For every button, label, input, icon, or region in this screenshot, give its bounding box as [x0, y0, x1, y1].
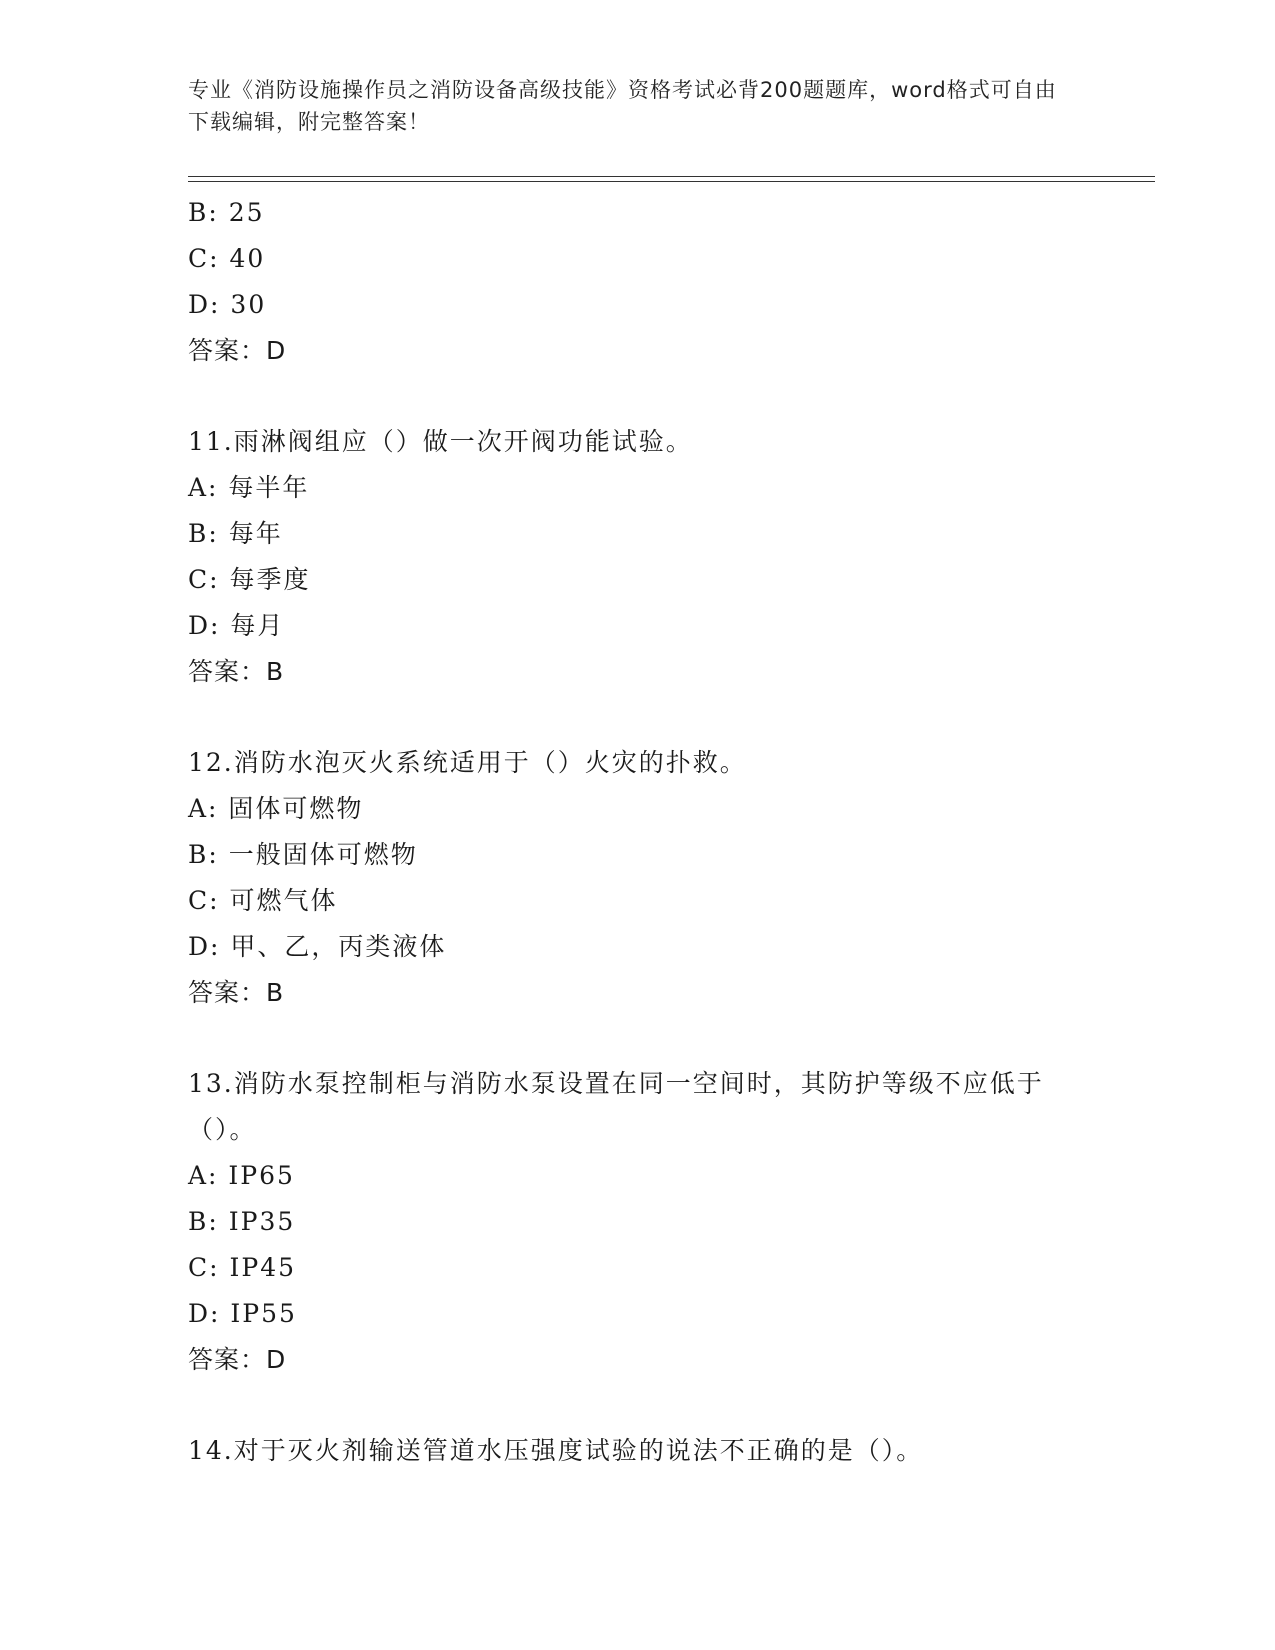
answer-line: 答案：B — [188, 657, 285, 686]
option-b: B: 每年 — [188, 519, 283, 548]
option-c: C: 可燃气体 — [188, 886, 338, 915]
option-d: D: IP55 — [188, 1299, 297, 1328]
document-title: 专业《消防设施操作员之消防设备高级技能》资格考试必背200题题库，word格式可自由下载编辑，附完整答案！ — [188, 78, 1057, 134]
question-stem: 11.雨淋阀组应（）做一次开阀功能试验。 — [188, 427, 693, 456]
answer-line: 答案：D — [188, 336, 287, 365]
answer-line: 答案：B — [188, 978, 285, 1007]
question-11 — [188, 419, 1088, 695]
option-a: A: 每半年 — [188, 473, 310, 502]
question-12 — [188, 740, 1088, 1016]
question-stem: 13.消防水泵控制柜与消防水泵设置在同一空间时，其防护等级不应低于（）。 — [188, 1069, 1044, 1144]
option-d: D: 甲、乙，丙类液体 — [188, 932, 447, 961]
question-stem: 12.消防水泡灭火系统适用于（）火灾的扑救。 — [188, 748, 747, 777]
question-14 — [188, 1428, 1088, 1474]
question-13 — [188, 1061, 1088, 1383]
option-c: C: 每季度 — [188, 565, 311, 594]
question-list — [188, 190, 1088, 1474]
option-c: C: 40 — [188, 244, 266, 273]
option-d: D: 30 — [188, 290, 267, 319]
option-b: B: IP35 — [188, 1207, 296, 1236]
question-stem: 14.对于灭火剂输送管道水压强度试验的说法不正确的是（）。 — [188, 1436, 924, 1465]
option-d: D: 每月 — [188, 611, 285, 640]
option-b: B: 25 — [188, 198, 265, 227]
option-b: B: 一般固体可燃物 — [188, 840, 418, 869]
question-10-continuation — [188, 190, 1088, 374]
header-divider-bottom — [188, 181, 1155, 182]
answer-line: 答案：D — [188, 1345, 287, 1374]
option-a: A: 固体可燃物 — [188, 794, 364, 823]
option-c: C: IP45 — [188, 1253, 297, 1282]
document-header — [188, 74, 1068, 138]
header-divider-top — [188, 176, 1155, 177]
option-a: A: IP65 — [188, 1161, 295, 1190]
